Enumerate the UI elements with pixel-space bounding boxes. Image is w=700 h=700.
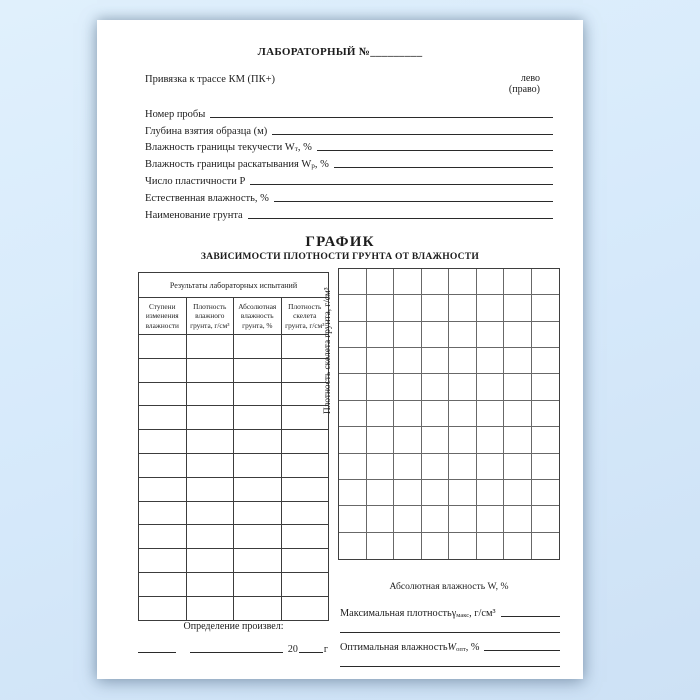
graph-grid-cell xyxy=(394,401,422,427)
graph-grid-cell xyxy=(422,348,450,374)
table-cell[interactable] xyxy=(281,477,329,501)
graph-grid-cell xyxy=(367,506,395,532)
graph-grid-cell xyxy=(367,348,395,374)
graph-grid-cell xyxy=(504,348,532,374)
graph-grid-cell xyxy=(422,374,450,400)
fill-in-line[interactable] xyxy=(484,649,560,651)
graph-grid-cell xyxy=(339,295,367,321)
fill-in-line[interactable] xyxy=(340,665,560,667)
table-cell[interactable] xyxy=(281,549,329,573)
graph-grid-cell xyxy=(504,454,532,480)
table-cell[interactable] xyxy=(234,549,282,573)
graph-grid-cell xyxy=(532,506,560,532)
field-liquid-limit xyxy=(145,137,553,154)
graph-grid-cell xyxy=(449,322,477,348)
table-cell[interactable] xyxy=(281,430,329,454)
graph-grid-cell xyxy=(367,454,395,480)
table-cell[interactable] xyxy=(234,335,282,359)
table-cell[interactable] xyxy=(281,406,329,430)
field-label: Влажность границы текучести W xyxy=(145,142,295,154)
table-cell[interactable] xyxy=(234,430,282,454)
graph-grid-cell xyxy=(477,480,505,506)
field-plasticity-index xyxy=(145,170,553,187)
graph-grid-cell xyxy=(449,533,477,559)
graph-grid-cell xyxy=(422,269,450,295)
table-cell[interactable] xyxy=(139,525,187,549)
graph-grid-cell xyxy=(367,533,395,559)
graph-grid-cell xyxy=(339,533,367,559)
page-title-text: ЛАБОРАТОРНЫЙ № xyxy=(257,46,371,58)
graph-grid xyxy=(338,268,560,560)
graph-grid-cell xyxy=(422,454,450,480)
table-cell[interactable] xyxy=(139,501,187,525)
graph-grid-cell xyxy=(422,533,450,559)
max-density-sub: макс xyxy=(456,611,470,619)
graph-grid-cell xyxy=(449,269,477,295)
graph-grid-cell xyxy=(504,427,532,453)
graph-grid-cell xyxy=(532,480,560,506)
table-cell[interactable] xyxy=(186,525,234,549)
field-label: Глубина взятия образца (м) xyxy=(145,125,268,137)
max-density-suffix: , г/см³ xyxy=(469,608,496,619)
lab-results-table xyxy=(138,272,329,621)
graph-grid-cell xyxy=(477,322,505,348)
table-row xyxy=(139,596,329,620)
graph-grid-cell xyxy=(394,533,422,559)
table-cell[interactable] xyxy=(281,335,329,359)
binding-label: Привязка к трассе КМ (ПК+) xyxy=(145,74,276,85)
table-cell[interactable] xyxy=(234,572,282,596)
field-label: Номер пробы xyxy=(145,108,206,120)
table-cell[interactable] xyxy=(186,358,234,382)
graph-grid-cell xyxy=(477,533,505,559)
graph-grid-cell xyxy=(504,401,532,427)
field-label: Наименование грунта xyxy=(145,209,243,221)
graph-grid-cell xyxy=(367,322,395,348)
graph-grid-cell xyxy=(532,348,560,374)
graph-grid-cell xyxy=(339,454,367,480)
fill-in-line[interactable] xyxy=(317,149,553,151)
graph-grid-cell xyxy=(367,269,395,295)
graph-grid-cell xyxy=(422,322,450,348)
opt-moisture-row xyxy=(340,638,560,653)
table-row xyxy=(139,501,329,525)
graph-grid-cell xyxy=(394,322,422,348)
table-row xyxy=(139,549,329,573)
graph-grid-cell xyxy=(339,348,367,374)
graph-grid-cell xyxy=(449,506,477,532)
graph-grid-cell xyxy=(367,427,395,453)
graph-grid-cell xyxy=(477,295,505,321)
signature-block xyxy=(138,621,329,655)
fill-in-line[interactable] xyxy=(272,133,553,135)
col-header-absolute-moisture: Абсолютная влажность грунта, % xyxy=(234,298,282,335)
form-page: ЛАБОРАТОРНЫЙ №_________ Привязка к трассе КМ (ПК+) лево (право) Номер пробы Глубина взятия образца (м) Влажность границы текучести W т , % Влажность границы раскатывания W р , % Число пластичности Р Естественная влажность, % Наименование грунта ГРАФИК ЗАВИСИМОСТИ ПЛОТНОСТИ ГРУНТА ОТ ВЛАЖНОСТИ Результаты лабораторных испытаний Ступени изменения влажности Плотность влажного грунта, г/см³ Абсолютная влажность грунта, % Плотность скелета грунта, г/см³ Плотность скелета грунта, г/см³ Абсолютная влажность W, % Максимальная плотность γ $_{макс}$ , г/см³ Оптимальная влажность W $_{опт}$ , % Определение произвел: 20 г xyxy=(97,20,583,679)
x-axis-label: Абсолютная влажность W, % xyxy=(389,581,509,592)
table-row xyxy=(139,335,329,359)
table-cell[interactable] xyxy=(186,382,234,406)
graph-grid-cell xyxy=(422,480,450,506)
table-cell[interactable] xyxy=(186,406,234,430)
table-cell[interactable] xyxy=(281,596,329,620)
opt-moisture-label: Оптимальная влажность xyxy=(340,642,448,653)
col-header-moisture-steps: Ступени изменения влажности xyxy=(139,298,187,335)
table-cell[interactable] xyxy=(139,430,187,454)
year-prefix: 20 xyxy=(287,644,298,655)
max-density-label: Максимальная плотность xyxy=(340,608,452,619)
graph-grid-cell xyxy=(422,427,450,453)
graph-grid-cell xyxy=(339,401,367,427)
table-cell[interactable] xyxy=(234,501,282,525)
table-cell[interactable] xyxy=(186,453,234,477)
graph-grid-cell xyxy=(504,506,532,532)
graph-grid-cell xyxy=(394,480,422,506)
form-fields xyxy=(145,103,553,221)
field-label-suffix: , % xyxy=(314,159,329,171)
table-cell[interactable] xyxy=(234,453,282,477)
graph-grid-cell xyxy=(532,427,560,453)
graph-grid-cell xyxy=(532,269,560,295)
signature-row xyxy=(138,644,329,655)
table-cell[interactable] xyxy=(139,549,187,573)
field-sample-number xyxy=(145,103,553,120)
table-cell[interactable] xyxy=(234,596,282,620)
graph-grid-cell xyxy=(422,506,450,532)
performed-by-label: Определение произвел: xyxy=(183,621,284,632)
table-cell[interactable] xyxy=(186,430,234,454)
field-natural-moisture xyxy=(145,187,553,204)
field-sampling-depth xyxy=(145,120,553,137)
opt-moisture-suffix: , % xyxy=(465,642,480,653)
graph-grid-cell xyxy=(339,374,367,400)
fill-in-line[interactable] xyxy=(501,615,560,617)
page-title-blank[interactable]: _________ xyxy=(370,46,423,58)
table-cell[interactable] xyxy=(186,549,234,573)
graph-grid-cell xyxy=(449,295,477,321)
fill-in-line[interactable] xyxy=(340,631,560,633)
table-row xyxy=(139,477,329,501)
table-caption-row xyxy=(139,273,329,298)
graph-grid-cell xyxy=(394,348,422,374)
table-cell[interactable] xyxy=(186,501,234,525)
field-label: Влажность границы раскатывания W xyxy=(145,159,312,171)
table-cell[interactable] xyxy=(186,572,234,596)
graph-subtitle: ЗАВИСИМОСТИ ПЛОТНОСТИ ГРУНТА ОТ ВЛАЖНОСТИ xyxy=(200,250,480,262)
graph-title: ГРАФИК xyxy=(305,233,375,250)
table-cell[interactable] xyxy=(281,358,329,382)
graph-grid-cell xyxy=(367,480,395,506)
table-cell[interactable] xyxy=(139,596,187,620)
graph-grid-cell xyxy=(477,401,505,427)
opt-moisture-sub: опт xyxy=(456,645,466,653)
graph-grid-cell xyxy=(449,401,477,427)
graph-grid-cell xyxy=(449,480,477,506)
field-label-suffix: , % xyxy=(297,142,312,154)
table-cell[interactable] xyxy=(234,525,282,549)
col-header-skeleton-density: Плотность скелета грунта, г/см³ xyxy=(281,298,329,335)
graph-grid-cell xyxy=(532,533,560,559)
fill-in-line[interactable] xyxy=(274,200,553,202)
graph-grid-cell xyxy=(422,401,450,427)
table-cell[interactable] xyxy=(281,382,329,406)
table-cell[interactable] xyxy=(186,335,234,359)
field-plastic-limit xyxy=(145,153,553,170)
table-row xyxy=(139,453,329,477)
table-cell[interactable] xyxy=(139,382,187,406)
graph-grid-cell xyxy=(339,322,367,348)
graph-grid-cell xyxy=(532,295,560,321)
graph-grid-cell xyxy=(367,295,395,321)
field-label: Число пластичности Р xyxy=(145,175,246,187)
table-cell[interactable] xyxy=(139,335,187,359)
col-header-wet-density: Плотность влажного грунта, г/см³ xyxy=(186,298,234,335)
graph-grid-cell xyxy=(477,427,505,453)
graph-grid-cell xyxy=(422,295,450,321)
side-right-label: (право) xyxy=(508,83,540,95)
graph-grid-cell xyxy=(477,506,505,532)
graph-grid-cell xyxy=(532,401,560,427)
graph-grid-cell xyxy=(477,269,505,295)
table-cell[interactable] xyxy=(234,382,282,406)
graph-grid-cell xyxy=(504,374,532,400)
table-cell[interactable] xyxy=(281,453,329,477)
page-title xyxy=(97,46,583,58)
graph-grid-cell xyxy=(449,348,477,374)
graph-grid-cell xyxy=(339,506,367,532)
table-row xyxy=(139,430,329,454)
graph-grid-cell xyxy=(477,348,505,374)
graph-grid-cell xyxy=(532,374,560,400)
table-cell[interactable] xyxy=(139,453,187,477)
table-row xyxy=(139,358,329,382)
graph-grid-cell xyxy=(339,427,367,453)
side-note xyxy=(509,74,540,95)
table-row xyxy=(139,572,329,596)
table-cell[interactable] xyxy=(139,572,187,596)
graph-grid-cell xyxy=(504,295,532,321)
table-cell[interactable] xyxy=(186,596,234,620)
graph-grid-cell xyxy=(477,374,505,400)
graph-grid-cell xyxy=(394,427,422,453)
graph-grid-cell xyxy=(394,506,422,532)
table-cell[interactable] xyxy=(281,525,329,549)
field-label-sub: р xyxy=(311,162,315,171)
graph-grid-cell xyxy=(477,454,505,480)
field-label: Естественная влажность, % xyxy=(145,192,269,204)
fill-in-line[interactable] xyxy=(210,116,553,118)
signature-line[interactable] xyxy=(138,651,176,653)
graph-grid-cell xyxy=(367,374,395,400)
binding-row xyxy=(145,74,540,95)
year-suffix: г xyxy=(323,644,328,655)
graph-grid-cell xyxy=(367,401,395,427)
graph-grid-cell xyxy=(394,374,422,400)
table-cell[interactable] xyxy=(234,358,282,382)
year-blank-line[interactable] xyxy=(299,651,323,653)
graph-grid-cell xyxy=(449,374,477,400)
fill-in-line[interactable] xyxy=(334,166,553,168)
table-header-row xyxy=(139,298,329,335)
table-caption: Результаты лабораторных испытаний xyxy=(139,273,329,298)
graph-grid-cell xyxy=(339,269,367,295)
field-soil-name xyxy=(145,204,553,221)
graph-grid-cell xyxy=(532,454,560,480)
fill-in-line[interactable] xyxy=(250,183,553,185)
graph-grid-cell xyxy=(394,454,422,480)
gamma-symbol: γ xyxy=(451,608,457,619)
table-cell[interactable] xyxy=(139,358,187,382)
w-symbol: W xyxy=(447,642,457,653)
table-cell[interactable] xyxy=(186,477,234,501)
table-cell[interactable] xyxy=(139,477,187,501)
name-line[interactable] xyxy=(190,651,283,653)
max-density-row xyxy=(340,604,560,619)
table-cell[interactable] xyxy=(234,406,282,430)
field-label-sub: т xyxy=(294,145,298,154)
graph-grid-cell xyxy=(504,480,532,506)
results-block xyxy=(340,604,560,667)
graph-grid-cell xyxy=(449,427,477,453)
graph-grid-cell xyxy=(504,322,532,348)
table-cell[interactable] xyxy=(139,406,187,430)
graph-grid-cell xyxy=(532,322,560,348)
graph-grid-cell xyxy=(394,295,422,321)
fill-in-line[interactable] xyxy=(248,217,553,219)
graph-grid-cell xyxy=(394,269,422,295)
table-cell[interactable] xyxy=(281,572,329,596)
graph-grid-cell xyxy=(449,454,477,480)
table-cell[interactable] xyxy=(234,477,282,501)
side-left-label: лево xyxy=(520,73,540,84)
graph-grid-cell xyxy=(504,533,532,559)
table-row xyxy=(139,525,329,549)
table-cell[interactable] xyxy=(281,501,329,525)
table-row xyxy=(139,382,329,406)
table-row xyxy=(139,406,329,430)
graph-grid-cell xyxy=(504,269,532,295)
graph-grid-cell xyxy=(339,480,367,506)
